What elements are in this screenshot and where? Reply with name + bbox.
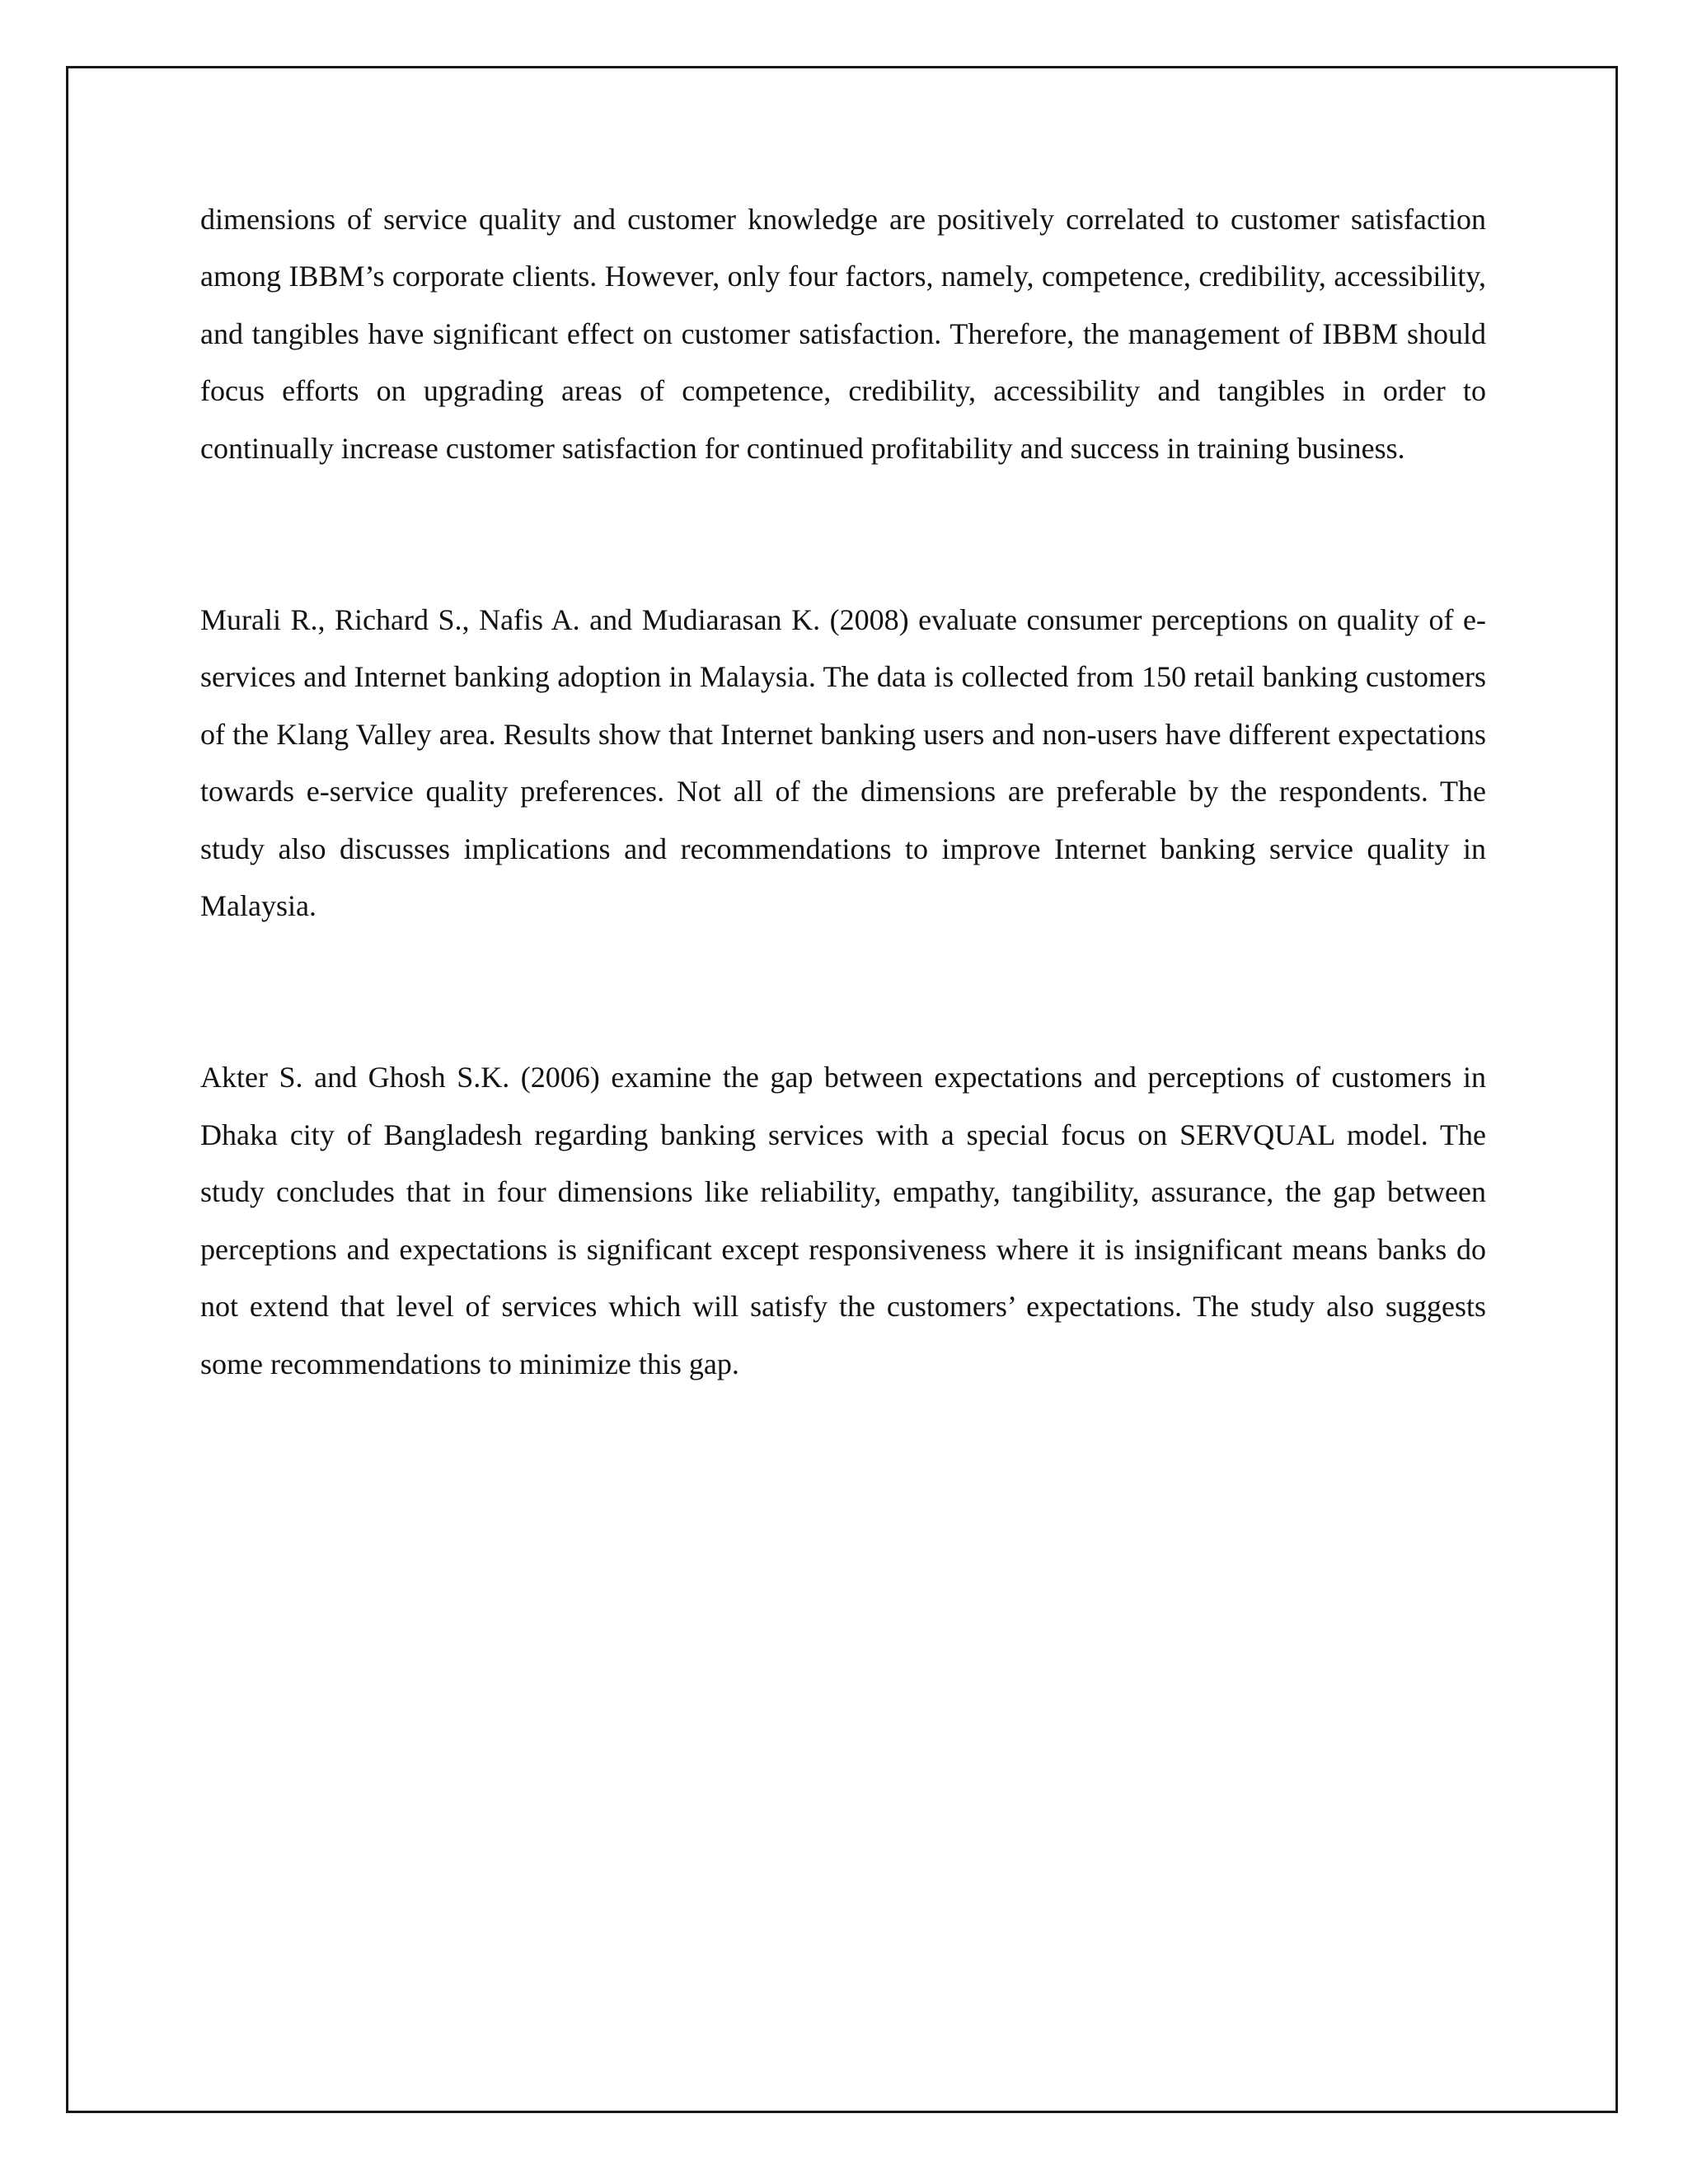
paragraph-akter-ghosh-2006: Akter S. and Ghosh S.K. (2006) examine the gap between expectations and perceptions of customers in Dhaka city of Bangladesh regarding banking services with a special focus on SERVQUAL model. The study concludes that in four dimensions like reliability, empathy, tangibility, assurance, the gap between perceptions and expectations is significant except responsiveness where it is insignificant means banks do not extend that level of services which will satisfy the customers’ expectations. The study also suggests some recommendations to minimize this gap. bbox=[200, 1061, 1486, 1380]
paragraph-service-quality-ibbm: dimensions of service quality and customer knowledge are positively correlated to customer satisfaction among IBBM’s corporate clients. However, only four factors, namely, competence, credibility, accessibility, and tangibles have significant effect on customer satisfaction. Therefore, the management of IBBM should focus efforts on upgrading areas of competence, credibility, accessibility and tangibles in order to continually increase customer satisfaction for continued profitability and success in training business. bbox=[200, 203, 1486, 465]
document-body bbox=[200, 191, 1486, 1393]
paragraph-murali-2008: Murali R., Richard S., Nafis A. and Mudiarasan K. (2008) evaluate consumer perceptions on quality of e-services and Internet banking adoption in Malaysia. The data is collected from 150 retail banking customers of the Klang Valley area. Results show that Internet banking users and non-users have different expectations towards e-service quality preferences. Not all of the dimensions are preferable by the respondents. The study also discusses implications and recommendations to improve Internet banking service quality in Malaysia. bbox=[200, 603, 1486, 923]
